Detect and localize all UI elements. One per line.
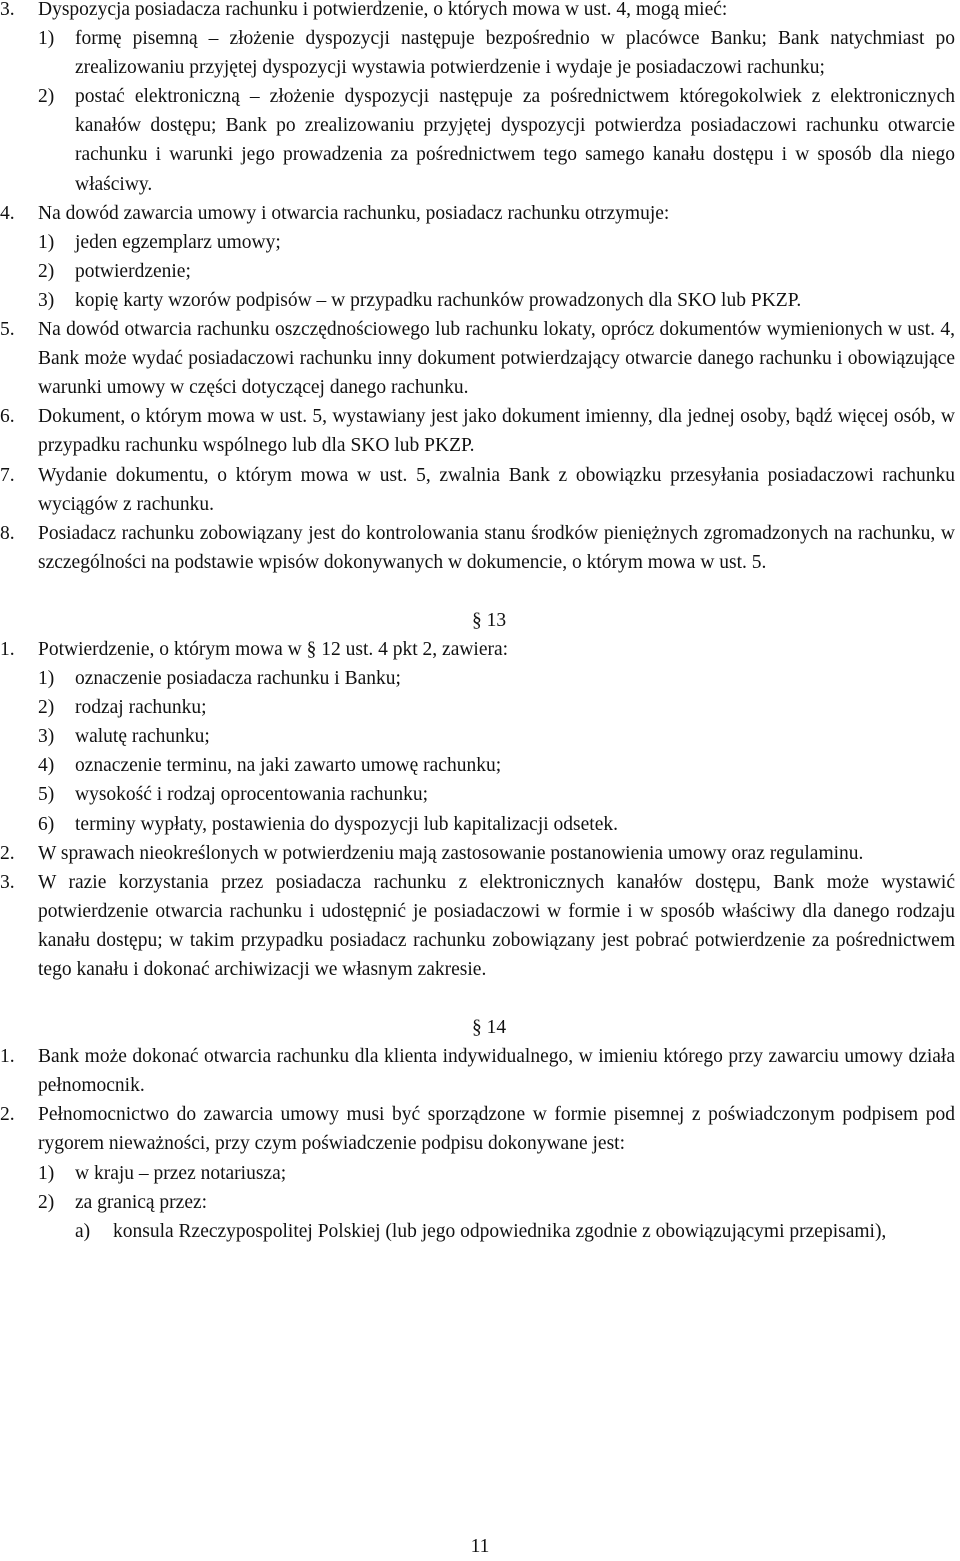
item-text: jeden egzemplarz umowy; bbox=[75, 231, 281, 253]
item-text: W sprawach nieokreślonych w potwierdzeniu mają zastosowanie postanowienia umowy oraz regulaminu. bbox=[38, 842, 864, 864]
item-text: oznaczenie terminu, na jaki zawarto umowę rachunku; bbox=[75, 755, 502, 777]
item-number: 4. bbox=[0, 202, 15, 224]
section-heading: § 13 bbox=[471, 609, 507, 631]
item-text: za granicą przez: bbox=[75, 1191, 208, 1213]
item-text: Bank może dokonać otwarcia rachunku dla klienta indywidualnego, w imieniu którego przy zawarciu umowy działa pełnomocnik. bbox=[38, 1046, 955, 1097]
item-text: Pełnomocnictwo do zawarcia umowy musi być sporządzone w formie pisemnej z poświadczonym podpisem pod rygorem nieważności, przy czym poświadczenie podpisu dokonywane jest: bbox=[38, 1104, 955, 1155]
item-number: 8. bbox=[0, 522, 15, 544]
list-item bbox=[38, 24, 955, 82]
numbered-paragraph bbox=[0, 868, 955, 984]
item-text: Potwierdzenie, o którym mowa w § 12 ust. 4 pkt 2, zawiera: bbox=[38, 638, 509, 660]
item-number: 2) bbox=[38, 1191, 55, 1213]
list-item bbox=[38, 228, 955, 257]
numbered-paragraph bbox=[0, 315, 955, 402]
item-number: 2. bbox=[0, 1104, 15, 1126]
page-number: 11 bbox=[470, 1536, 490, 1557]
numbered-paragraph bbox=[0, 1100, 955, 1158]
item-text: formę pisemną – złożenie dyspozycji następuje bezpośrednio w placówce Banku; Bank natychmiast po zrealizowaniu przyjętej dyspozycji wystawia potwierdzenie i wydaje je posiadaczowi rachunku; bbox=[75, 28, 955, 79]
list-item bbox=[38, 722, 955, 751]
list-item bbox=[38, 664, 955, 693]
item-number: 1) bbox=[38, 231, 55, 253]
item-text: kopię karty wzorów podpisów – w przypadku rachunków prowadzonych dla SKO lub PKZP. bbox=[75, 289, 802, 311]
item-number: 2) bbox=[38, 86, 55, 108]
numbered-paragraph bbox=[0, 199, 955, 228]
section-heading: § 14 bbox=[471, 1017, 507, 1039]
list-item bbox=[38, 1188, 955, 1217]
numbered-paragraph bbox=[0, 839, 955, 868]
item-number: 3) bbox=[38, 289, 55, 311]
item-number: 2) bbox=[38, 697, 55, 719]
item-text: rodzaj rachunku; bbox=[75, 697, 207, 719]
item-number: 1) bbox=[38, 28, 55, 50]
item-number: 4) bbox=[38, 755, 55, 777]
item-text: konsula Rzeczypospolitej Polskiej (lub jego odpowiednika zgodnie z obowiązującymi przepisami), bbox=[113, 1220, 887, 1242]
item-number: 3. bbox=[0, 871, 15, 893]
item-number: 2) bbox=[38, 260, 55, 282]
list-item bbox=[38, 693, 955, 722]
item-number: 1. bbox=[0, 1046, 15, 1068]
list-item bbox=[38, 810, 955, 839]
item-text: Wydanie dokumentu, o którym mowa w ust. 5, zwalnia Bank z obowiązku przesyłania posiadaczowi rachunku wyciągów z rachunku. bbox=[38, 464, 955, 515]
numbered-paragraph bbox=[0, 519, 955, 577]
item-text: Dokument, o którym mowa w ust. 5, wystawiany jest jako dokument imienny, dla jednej osoby, bądź więcej osób, w przypadku rachunku wspólnego lub dla SKO lub PKZP. bbox=[38, 406, 955, 457]
item-number: 2. bbox=[0, 842, 15, 864]
item-number: 5. bbox=[0, 319, 15, 341]
numbered-paragraph bbox=[0, 402, 955, 460]
item-number: 1) bbox=[38, 668, 55, 690]
item-number: a) bbox=[75, 1220, 91, 1242]
item-number: 6) bbox=[38, 813, 55, 835]
numbered-paragraph bbox=[0, 0, 955, 24]
item-text: oznaczenie posiadacza rachunku i Banku; bbox=[75, 668, 401, 690]
list-item bbox=[38, 82, 955, 198]
item-number: 7. bbox=[0, 464, 15, 486]
numbered-paragraph bbox=[0, 635, 955, 664]
item-number: 6. bbox=[0, 406, 15, 428]
numbered-paragraph bbox=[0, 461, 955, 519]
item-text: wysokość i rodzaj oprocentowania rachunku; bbox=[75, 784, 429, 806]
list-item bbox=[38, 286, 955, 315]
item-text: W razie korzystania przez posiadacza rachunku z elektronicznych kanałów dostępu, Bank może wystawić potwierdzenie otwarcia rachunku i udostępnić je posiadaczowi w formie i w sposób właściwy dla danego rodzaju kanału dostępu; w takim przypadku posiadacz rachunku zobowiązany jest pobrać potwierdzenie za pośrednictwem tego kanału i dokonać archiwizacji we własnym zakresie. bbox=[38, 871, 955, 980]
list-item bbox=[38, 780, 955, 809]
sub-list-item bbox=[38, 1217, 955, 1246]
item-text: potwierdzenie; bbox=[75, 260, 191, 282]
item-number: 1) bbox=[38, 1162, 55, 1184]
item-number: 1. bbox=[0, 638, 15, 660]
item-text: Na dowód otwarcia rachunku oszczędnościowego lub rachunku lokaty, oprócz dokumentów wymienionych w ust. 4, Bank może wydać posiadaczowi rachunku inny dokument potwierdzający otwarcie danego rachunku i obowiązujące warunki umowy w części dotyczącej danego rachunku. bbox=[38, 319, 955, 399]
numbered-paragraph bbox=[0, 1042, 955, 1100]
list-item bbox=[38, 257, 955, 286]
item-text: Na dowód zawarcia umowy i otwarcia rachunku, posiadacz rachunku otrzymuje: bbox=[38, 202, 670, 224]
item-text: w kraju – przez notariusza; bbox=[75, 1162, 287, 1184]
list-item bbox=[38, 751, 955, 780]
item-number: 5) bbox=[38, 784, 55, 806]
item-number: 3. bbox=[0, 0, 15, 20]
item-text: walutę rachunku; bbox=[75, 726, 210, 748]
item-text: Posiadacz rachunku zobowiązany jest do kontrolowania stanu środków pieniężnych zgromadzonych na rachunku, w szczególności na podstawie wpisów dokonywanych w dokumencie, o którym mowa w ust. 5. bbox=[38, 522, 955, 573]
item-number: 3) bbox=[38, 726, 55, 748]
item-text: Dyspozycja posiadacza rachunku i potwierdzenie, o których mowa w ust. 4, mogą mieć: bbox=[38, 0, 728, 20]
item-text: postać elektroniczną – złożenie dyspozycji następuje za pośrednictwem któregokolwiek z elektronicznych kanałów dostępu; Bank po zrealizowaniu przyjętej dyspozycji potwierdza posiadaczowi rachunku otwarcie rachunku i warunki jego prowadzenia za pośrednictwem tego samego kanału dostępu i w sposób dla niego właściwy. bbox=[75, 86, 955, 195]
item-text: terminy wypłaty, postawienia do dyspozycji lub kapitalizacji odsetek. bbox=[75, 813, 618, 835]
list-item bbox=[38, 1159, 955, 1188]
